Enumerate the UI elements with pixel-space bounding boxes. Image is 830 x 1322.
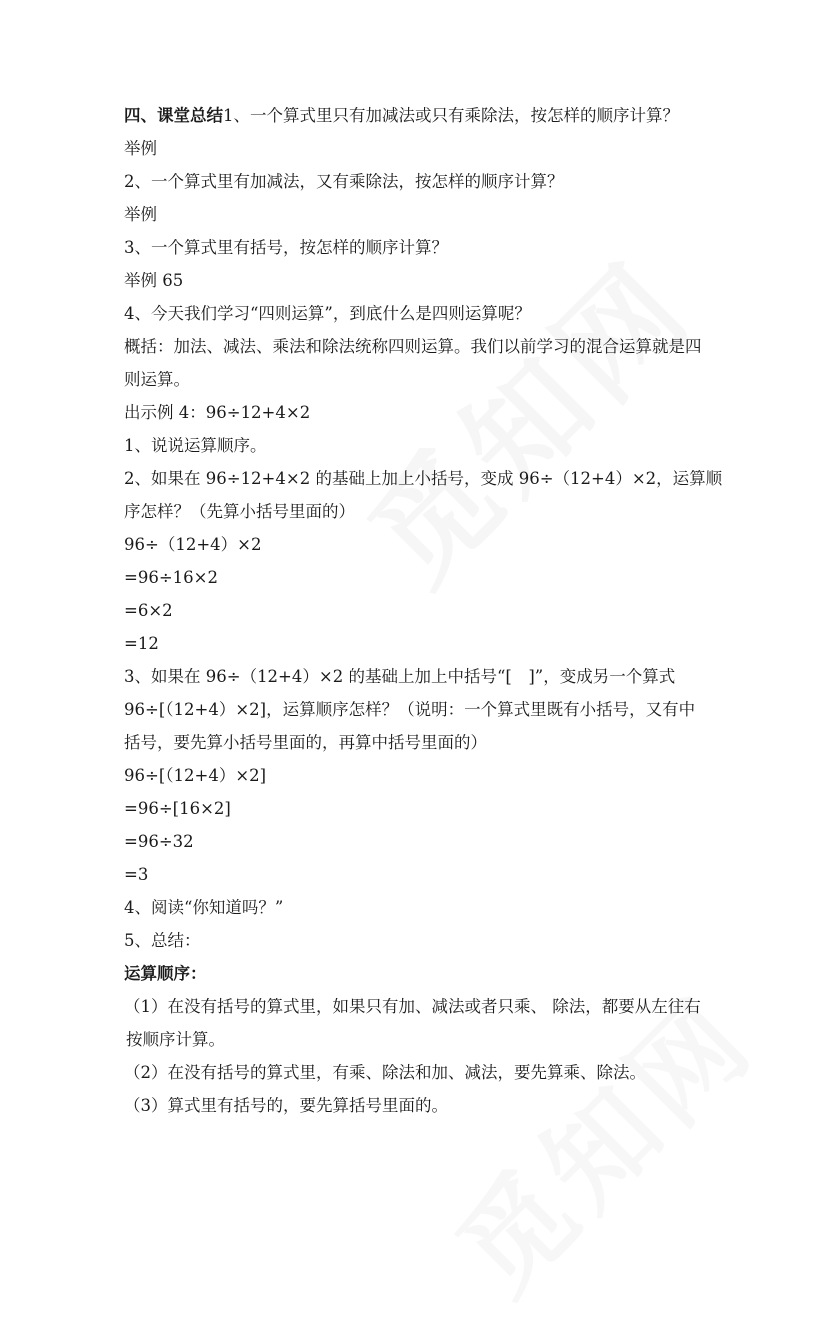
text-line: 2、一个算式里有加减法，又有乘除法，按怎样的顺序计算？ bbox=[124, 172, 564, 191]
text-line: =3 bbox=[124, 865, 149, 884]
summary-rule: （3）算式里有括号的，要先算括号里面的。 bbox=[124, 1096, 448, 1115]
text-line: 4、今天我们学习“四则运算”，到底什么是四则运算呢？ bbox=[124, 304, 531, 323]
text-line: 举例 65 bbox=[124, 271, 184, 290]
text-line: 3、如果在 96÷（12+4）×2 的基础上加上中括号“[ ]”，变成另一个算式 bbox=[124, 667, 676, 686]
text-line: 则运算。 bbox=[124, 370, 190, 389]
summary-title: 运算顺序： bbox=[124, 964, 207, 983]
text-line: 1、说说运算顺序。 bbox=[124, 436, 267, 455]
text-line: =96÷[16×2] bbox=[124, 799, 231, 818]
summary-rule: （1）在没有括号的算式里，如果只有加、减法或者只乘、 除法，都要从左往右 bbox=[124, 997, 701, 1016]
text-line: 举例 bbox=[124, 205, 157, 224]
question-1: 1、一个算式里只有加减法或只有乘除法，按怎样的顺序计算？ bbox=[223, 106, 679, 125]
text-line: 概括：加法、减法、乘法和除法统称四则运算。我们以前学习的混合运算就是四 bbox=[124, 337, 702, 356]
text-line: =12 bbox=[124, 634, 159, 653]
summary-rule: 按顺序计算。 bbox=[126, 1030, 225, 1049]
summary-rule: （2）在没有括号的算式里，有乘、除法和加、减法，要先算乘、除法。 bbox=[124, 1063, 646, 1082]
text-line: 96÷（12+4）×2 bbox=[124, 535, 262, 554]
text-line: 出示例 4：96÷12+4×2 bbox=[124, 403, 311, 422]
text-line: 5、总结： bbox=[124, 931, 201, 950]
text-line: =96÷16×2 bbox=[124, 568, 218, 587]
text-line: 96÷[（12+4）×2]，运算顺序怎样？（说明：一个算式里既有小括号，又有中 bbox=[124, 700, 696, 719]
text-line: =6×2 bbox=[124, 601, 173, 620]
text-line: 4、阅读“你知道吗？” bbox=[124, 898, 284, 917]
text-line: 括号，要先算小括号里面的，再算中括号里面的） bbox=[124, 733, 487, 752]
text-line: 2、如果在 96÷12+4×2 的基础上加上小括号，变成 96÷（12+4）×2，运算顺 bbox=[124, 469, 723, 488]
text-line: =96÷32 bbox=[124, 832, 194, 851]
text-line: 举例 bbox=[124, 139, 157, 158]
document-body bbox=[124, 105, 723, 1128]
text-line: 96÷[（12+4）×2] bbox=[124, 766, 267, 785]
section-heading-line bbox=[124, 105, 716, 127]
text-line: 序怎样？（先算小括号里面的） bbox=[124, 502, 355, 521]
text-line: 3、一个算式里有括号，按怎样的顺序计算？ bbox=[124, 238, 448, 257]
section-heading: 四、课堂总结 bbox=[124, 106, 223, 125]
